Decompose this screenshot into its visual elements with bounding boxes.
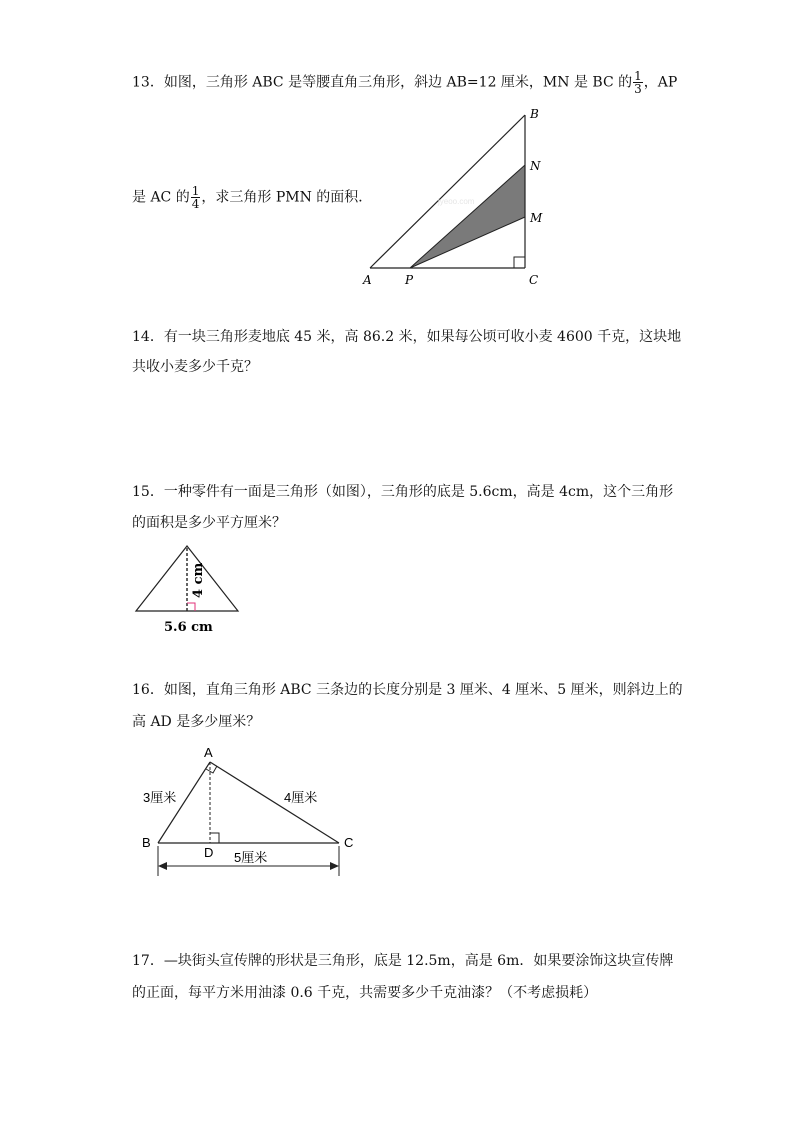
- q16-side-ac: [210, 762, 339, 843]
- q16-dimension-arrow-right: [330, 862, 339, 870]
- q16-line-2: 高 AD 是多少厘米？: [132, 714, 261, 730]
- q15-height-label: 4 cm: [191, 562, 206, 598]
- q17-line-2: 的正面，每平方米用油漆 0.6 千克，共需要多少千克油漆？（不考虑损耗）: [132, 985, 598, 1001]
- q13-label-n: N: [530, 159, 541, 173]
- q15-line-1: 15．一种零件有一面是三角形（如图），三角形的底是 5.6cm，高是 4cm，这个三角形: [132, 484, 674, 500]
- q13-text-c: 是 AC 的: [132, 189, 190, 206]
- q16-right-angle-mark-d: [210, 833, 219, 843]
- q13-text-a: 13．如图，三角形 ABC 是等腰直角三角形，斜边 AB=12 厘米，MN 是 BC 的: [132, 74, 633, 91]
- q13-label-m: M: [530, 211, 543, 225]
- q13-fraction-one-quarter: $\frac{1}{4}$: [191, 184, 200, 211]
- q13-label-c: C: [529, 273, 539, 287]
- q17-line-1: 17．—块街头宣传牌的形状是三角形，底是 12.5m，高是 6m．如果要涂饰这块宣传牌: [132, 953, 674, 969]
- q16-label-c: C: [344, 835, 354, 850]
- q16-side-ac-label: 4厘米: [284, 790, 318, 805]
- q13-label-p: P: [405, 273, 414, 287]
- q16-label-d: D: [204, 845, 214, 860]
- q16-side-ab-label: 3厘米: [143, 790, 177, 805]
- q14-line-2: 共收小麦多少千克？: [132, 359, 258, 375]
- q15-line-2: 的面积是多少平方厘米？: [132, 515, 286, 531]
- q15-base-label: 5.6 cm: [164, 620, 213, 635]
- q16-side-bc-label: 5厘米: [234, 850, 268, 865]
- q13-text-d: ，求三角形 PMN 的面积．: [201, 189, 373, 206]
- q13-label-b: B: [530, 107, 539, 121]
- q16-right-angle-mark-a: [206, 766, 217, 773]
- q13-fraction-one-third: $\frac{1}{3}$: [634, 69, 642, 96]
- q14-line-1: 14．有一块三角形麦地底 45 米，高 86.2 米，如果每公顷可收小麦 4600 千克，这块地: [132, 329, 682, 345]
- q16-dimension-arrow-left: [158, 862, 167, 870]
- q16-label-b: B: [142, 835, 151, 850]
- q16-label-a: A: [204, 745, 213, 760]
- q16-line-1: 16．如图，直角三角形 ABC 三条边的长度分别是 3 厘米、4 厘米、5 厘米，则斜边上的: [132, 682, 683, 698]
- q13-label-a: A: [363, 273, 372, 287]
- q13-watermark: jyeoo.com: [438, 197, 475, 206]
- q13-text-b: ，AP: [643, 74, 678, 91]
